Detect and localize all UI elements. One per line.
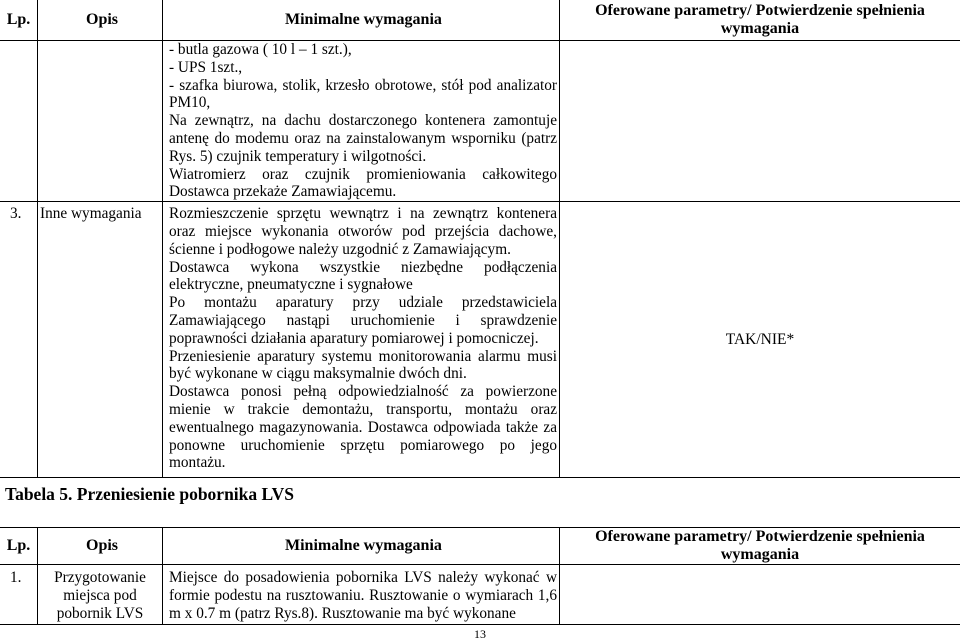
row3-paragraph-1: Rozmieszczenie sprzętu wewnątrz i na zewnątrz kontenera oraz miejsce wykonania otworów pod przejścia dachowe, ścienne i podłogowe należy uzgodnić z Zamawiającym. bbox=[169, 205, 557, 258]
row3-opis: Inne wymagania bbox=[38, 202, 163, 478]
t5-header-lp: Lp. bbox=[0, 528, 38, 565]
cont-line-3: - szafka biurowa, stolik, krzesło obrotowe, stół pod analizator PM10, bbox=[169, 77, 557, 113]
row3-lp: 3. bbox=[0, 202, 38, 478]
header-lp: Lp. bbox=[0, 0, 38, 41]
t5-header-offered: Oferowane parametry/ Potwierdzenie spełnienia wymagania bbox=[560, 528, 960, 565]
t5-row1-opis: Przygotowanie miejsca pod pobornik LVS bbox=[38, 565, 163, 625]
row3-min-cell bbox=[163, 202, 560, 478]
cont-line-1: - butla gazowa ( 10 l – 1 szt.), bbox=[169, 41, 557, 59]
t5-header-min-req: Minimalne wymagania bbox=[163, 528, 560, 565]
cont-line-2: - UPS 1szt., bbox=[169, 59, 557, 77]
t5-row1-offered bbox=[560, 565, 960, 625]
row3-paragraph-3: Po montażu aparatury przy udziale przedstawiciela Zamawiającego nastąpi uruchomienie i sprawdzenie poprawności działania aparatury pomiarowej i pomocniczej. bbox=[169, 294, 557, 347]
row3-paragraph-4: Przeniesienie aparatury systemu monitorowania alarmu musi być wykonane w ciągu maksymalnie dwóch dni. bbox=[169, 348, 557, 384]
row3-paragraph-2: Dostawca wykona wszystkie niezbędne podłączenia elektryczne, pneumatyczne i sygnałowe bbox=[169, 259, 557, 295]
requirements-table-5 bbox=[0, 527, 960, 625]
row3-paragraph-5: Dostawca ponosi pełną odpowiedzialność za powierzone mienie w trakcie demontażu, transportu, montażu oraz ewentualnego magazynowania. Dostawca odpowiada także za ponowne uruchomienie sprzętu pomiarowego po jego montażu. bbox=[169, 383, 557, 472]
page-number: 13 bbox=[0, 627, 960, 642]
header-opis: Opis bbox=[38, 0, 163, 41]
t5-row1-lp: 1. bbox=[0, 565, 38, 625]
t5-row1-min: Miejsce do posadowienia pobornika LVS należy wykonać w formie podestu na rusztowaniu. Rusztowanie o wymiarach 1,6 m x 0.7 m (patrz Rys.8). Rusztowanie ma być wykonane bbox=[163, 565, 560, 625]
header-min-req: Minimalne wymagania bbox=[163, 0, 560, 41]
tak-nie-value: TAK/NIE* bbox=[560, 202, 960, 478]
cont-lp-cell bbox=[0, 41, 38, 202]
t5-header-opis: Opis bbox=[38, 528, 163, 565]
cont-offered-cell bbox=[560, 41, 960, 202]
cont-line-5: Wiatromierz oraz czujnik promieniowania całkowitego Dostawca przekaże Zamawiającemu. bbox=[169, 166, 557, 202]
cont-min-cell bbox=[163, 41, 560, 202]
header-offered: Oferowane parametry/ Potwierdzenie spełnienia wymagania bbox=[560, 0, 960, 41]
cont-opis-cell bbox=[38, 41, 163, 202]
table-caption: Tabela 5. Przeniesienie pobornika LVS bbox=[5, 484, 294, 505]
cont-line-4: Na zewnątrz, na dachu dostarczonego kontenera zamontuje antenę do modemu oraz na zainstalowanym wsporniku (patrz Rys. 5) czujnik temperatury i wilgotności. bbox=[169, 112, 557, 165]
